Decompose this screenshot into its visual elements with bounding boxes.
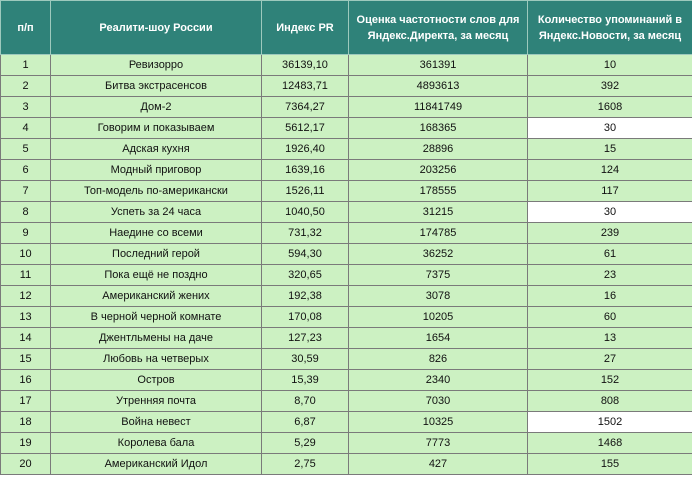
cell-frequency: 203256 (349, 160, 528, 181)
cell-pr-index: 7364,27 (262, 97, 349, 118)
table-row (1, 391, 692, 412)
cell-frequency: 7030 (349, 391, 528, 412)
cell-show-name: Дом-2 (51, 97, 262, 118)
cell-pr-index: 5612,17 (262, 118, 349, 139)
cell-show-name: Остров (51, 370, 262, 391)
header-pr-index: Индекс PR (262, 1, 349, 55)
cell-frequency: 178555 (349, 181, 528, 202)
cell-frequency: 427 (349, 454, 528, 475)
cell-frequency: 31215 (349, 202, 528, 223)
cell-number: 8 (1, 202, 51, 223)
table-row (1, 307, 692, 328)
table-row (1, 349, 692, 370)
cell-number: 12 (1, 286, 51, 307)
cell-frequency: 826 (349, 349, 528, 370)
table-row (1, 97, 692, 118)
header-yandex-direct-frequency: Оценка частотности слов для Яндекс.Директа, за месяц (349, 1, 528, 55)
cell-pr-index: 30,59 (262, 349, 349, 370)
cell-frequency: 1654 (349, 328, 528, 349)
cell-frequency: 7773 (349, 433, 528, 454)
cell-frequency: 168365 (349, 118, 528, 139)
cell-pr-index: 36139,10 (262, 55, 349, 76)
cell-news-mentions: 155 (528, 454, 692, 475)
header-number: п/п (1, 1, 51, 55)
cell-frequency: 361391 (349, 55, 528, 76)
cell-pr-index: 12483,71 (262, 76, 349, 97)
cell-show-name: Утренняя почта (51, 391, 262, 412)
cell-frequency: 3078 (349, 286, 528, 307)
cell-number: 13 (1, 307, 51, 328)
cell-pr-index: 8,70 (262, 391, 349, 412)
cell-show-name: Американский Идол (51, 454, 262, 475)
table-row (1, 181, 692, 202)
cell-number: 17 (1, 391, 51, 412)
cell-show-name: Любовь на четверых (51, 349, 262, 370)
table-row (1, 202, 692, 223)
cell-frequency: 36252 (349, 244, 528, 265)
cell-pr-index: 594,30 (262, 244, 349, 265)
cell-pr-index: 1926,40 (262, 139, 349, 160)
cell-show-name: Топ-модель по-американски (51, 181, 262, 202)
cell-number: 2 (1, 76, 51, 97)
cell-show-name: Война невест (51, 412, 262, 433)
header-yandex-news-mentions: Количество упоминаний в Яндекс.Новости, за месяц (528, 1, 692, 55)
cell-number: 1 (1, 55, 51, 76)
cell-frequency: 10325 (349, 412, 528, 433)
table-row (1, 454, 692, 475)
cell-number: 14 (1, 328, 51, 349)
cell-show-name: Пока ещё не поздно (51, 265, 262, 286)
table-row (1, 160, 692, 181)
cell-number: 3 (1, 97, 51, 118)
cell-news-mentions: 23 (528, 265, 692, 286)
cell-number: 19 (1, 433, 51, 454)
cell-news-mentions: 30 (528, 202, 692, 223)
cell-news-mentions: 1468 (528, 433, 692, 454)
cell-number: 15 (1, 349, 51, 370)
table-row (1, 433, 692, 454)
cell-frequency: 7375 (349, 265, 528, 286)
cell-frequency: 2340 (349, 370, 528, 391)
cell-pr-index: 6,87 (262, 412, 349, 433)
cell-pr-index: 5,29 (262, 433, 349, 454)
cell-news-mentions: 27 (528, 349, 692, 370)
cell-number: 16 (1, 370, 51, 391)
cell-news-mentions: 117 (528, 181, 692, 202)
cell-number: 7 (1, 181, 51, 202)
cell-news-mentions: 152 (528, 370, 692, 391)
cell-show-name: Королева бала (51, 433, 262, 454)
cell-frequency: 4893613 (349, 76, 528, 97)
table-row (1, 370, 692, 391)
cell-pr-index: 15,39 (262, 370, 349, 391)
table-row (1, 118, 692, 139)
cell-frequency: 11841749 (349, 97, 528, 118)
header-row (1, 1, 692, 55)
table-body (1, 55, 692, 475)
cell-pr-index: 2,75 (262, 454, 349, 475)
table-row (1, 286, 692, 307)
cell-show-name: Битва экстрасенсов (51, 76, 262, 97)
cell-news-mentions: 1608 (528, 97, 692, 118)
cell-number: 11 (1, 265, 51, 286)
cell-show-name: Адская кухня (51, 139, 262, 160)
cell-number: 9 (1, 223, 51, 244)
cell-pr-index: 731,32 (262, 223, 349, 244)
cell-pr-index: 192,38 (262, 286, 349, 307)
cell-news-mentions: 30 (528, 118, 692, 139)
table-row (1, 139, 692, 160)
cell-news-mentions: 60 (528, 307, 692, 328)
cell-show-name: В черной черной комнате (51, 307, 262, 328)
cell-show-name: Модный приговор (51, 160, 262, 181)
cell-number: 6 (1, 160, 51, 181)
cell-news-mentions: 808 (528, 391, 692, 412)
cell-pr-index: 1639,16 (262, 160, 349, 181)
table-row (1, 265, 692, 286)
cell-show-name: Джентльмены на даче (51, 328, 262, 349)
cell-news-mentions: 10 (528, 55, 692, 76)
table-row (1, 328, 692, 349)
cell-frequency: 174785 (349, 223, 528, 244)
cell-show-name: Наедине со всеми (51, 223, 262, 244)
table-row (1, 223, 692, 244)
cell-pr-index: 1526,11 (262, 181, 349, 202)
cell-pr-index: 127,23 (262, 328, 349, 349)
cell-news-mentions: 392 (528, 76, 692, 97)
table-row (1, 244, 692, 265)
cell-pr-index: 170,08 (262, 307, 349, 328)
cell-number: 5 (1, 139, 51, 160)
cell-news-mentions: 13 (528, 328, 692, 349)
cell-number: 10 (1, 244, 51, 265)
cell-show-name: Американский жених (51, 286, 262, 307)
cell-news-mentions: 124 (528, 160, 692, 181)
table-row (1, 412, 692, 433)
table-row (1, 55, 692, 76)
cell-show-name: Последний герой (51, 244, 262, 265)
cell-news-mentions: 1502 (528, 412, 692, 433)
cell-show-name: Говорим и показываем (51, 118, 262, 139)
cell-news-mentions: 16 (528, 286, 692, 307)
table-row (1, 76, 692, 97)
cell-news-mentions: 239 (528, 223, 692, 244)
cell-number: 18 (1, 412, 51, 433)
cell-number: 4 (1, 118, 51, 139)
cell-pr-index: 320,65 (262, 265, 349, 286)
cell-frequency: 10205 (349, 307, 528, 328)
cell-number: 20 (1, 454, 51, 475)
cell-frequency: 28896 (349, 139, 528, 160)
cell-news-mentions: 61 (528, 244, 692, 265)
cell-show-name: Успеть за 24 часа (51, 202, 262, 223)
cell-show-name: Ревизорро (51, 55, 262, 76)
cell-news-mentions: 15 (528, 139, 692, 160)
header-show: Реалити-шоу России (51, 1, 262, 55)
cell-pr-index: 1040,50 (262, 202, 349, 223)
